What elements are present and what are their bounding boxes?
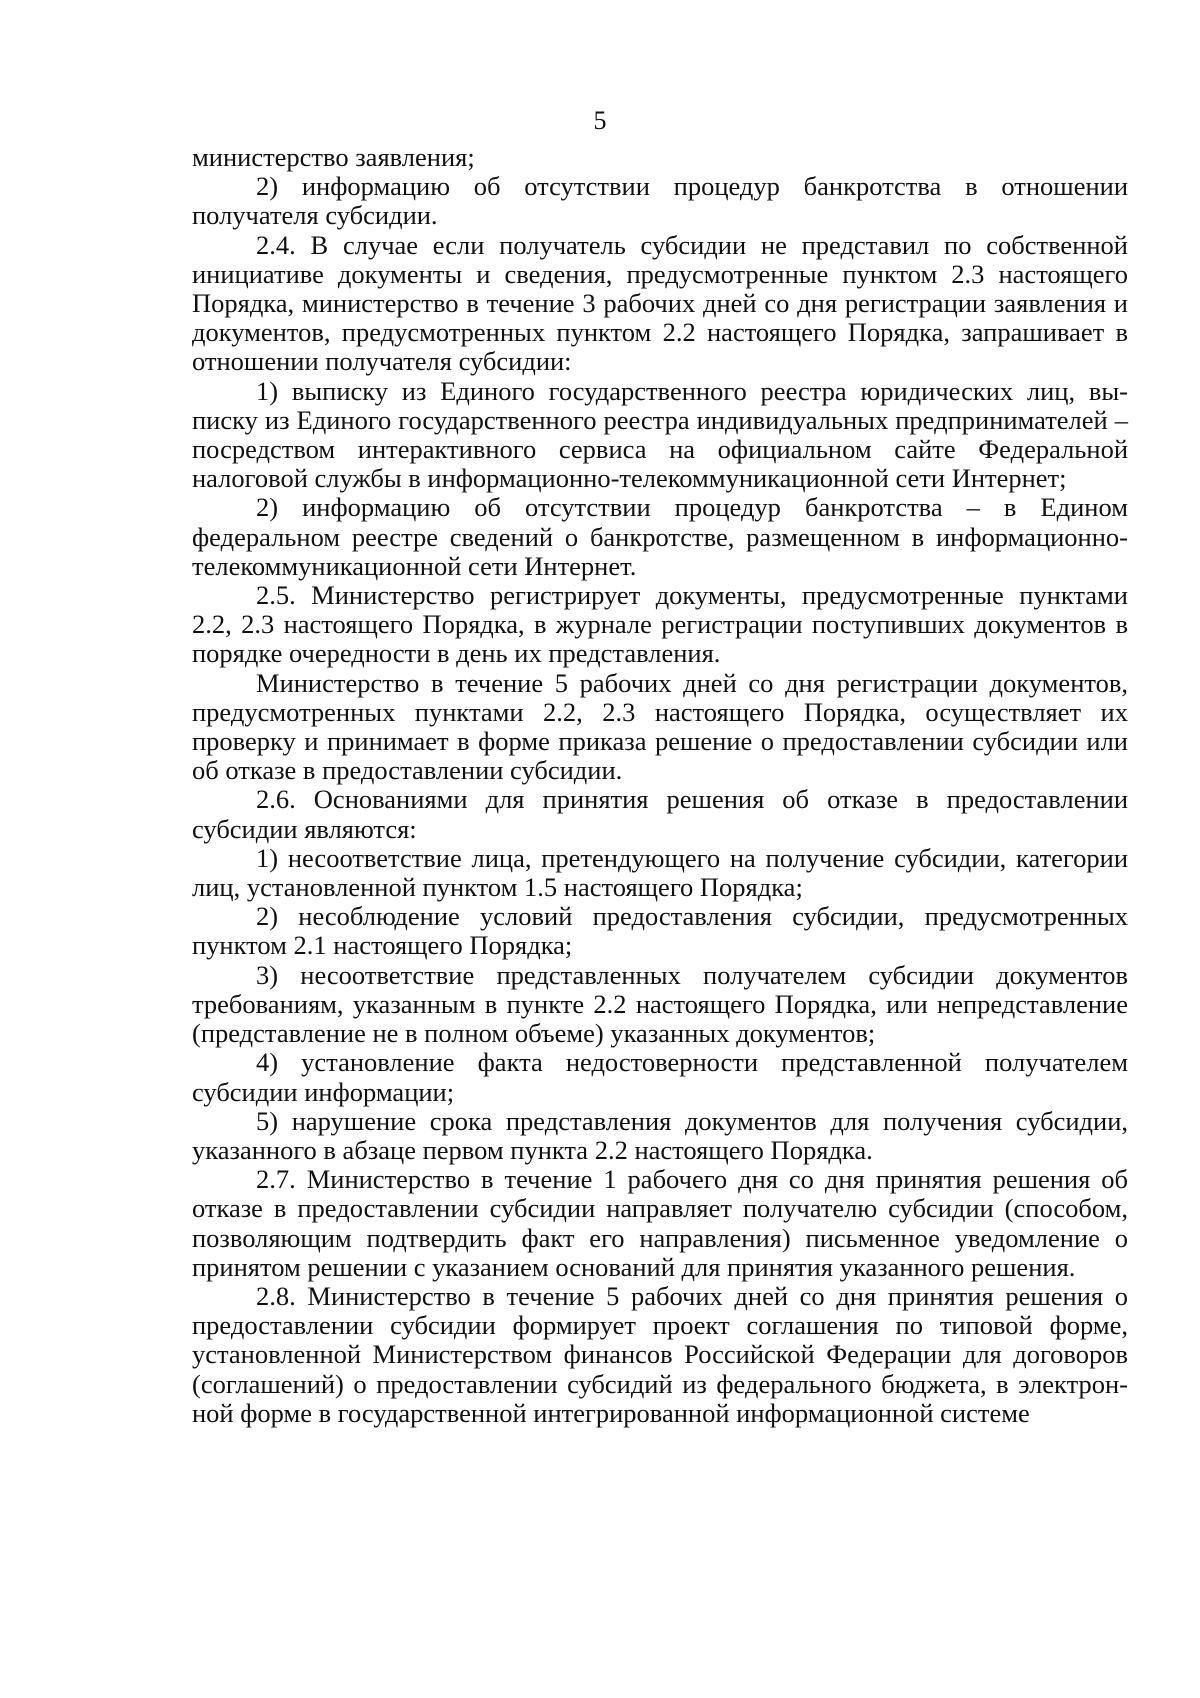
paragraph-2-4-item-1: 1) выписку из Единого государственного реестра юридических лиц, выписку из Единого государственного реестра индивидуальных предпринимателей – посредством интерактивного сервиса на официальном сайте Федеральной налоговой службы в информационно-телекоммуникационной сети Интернет; (192, 375, 1128, 494)
paragraph-2-6-item-3: 3) несоответствие представленных получателем субсидии документов требованиям, указанным в пункте 2.2 настоящего Порядка, или непредставление (представление не в полном объеме) указанных документов; (192, 959, 1128, 1049)
paragraph-2-5: 2.5. Министерство регистрирует документы, предусмотренные пунктами 2.2, 2.3 настоящего Порядка, в журнале регистрации поступивших документов в порядке очередности в день их представления. (192, 580, 1128, 669)
paragraph-2-6: 2.6. Основаниями для принятия решения об отказе в предоставлении субсидии являются: (192, 784, 1128, 844)
paragraph-2-7: 2.7. Министерство в течение 1 рабочего дня со дня принятия решения об отказе в предоставлении субсидии направляет получателю субсидии (способом, позволяющим подтвердить факт его направления) письменное уведомление о принятом решении с указанием оснований для принятия указанного решения. (192, 1164, 1128, 1282)
paragraph-2-4-item-2: 2) информацию об отсутствии процедур банкротства – в Едином федеральном реестре сведений о банкротстве, размещенном в информационно-телекоммуникационной сети Интернет. (192, 492, 1128, 581)
paragraph-2-6-item-5: 5) нарушение срока представления документов для получения субсидии, указанного в абзаце первом пункта 2.2 настоящего Порядка. (192, 1105, 1128, 1165)
paragraph-2-6-item-2: 2) несоблюдение условий предоставления субсидии, предусмотренных пунктом 2.1 настоящего Порядка; (192, 901, 1128, 961)
paragraph-2-3-item-2: 2) информацию об отсутствии процедур банкротства в отношении получателя субсидии. (192, 171, 1128, 231)
paragraph-2-8: 2.8. Министерство в течение 5 рабочих дней со дня принятия решения о предоставлении субсидии формирует проект соглашения по типовой форме, установленной Министерством финансов Российской Федерации для договоров (соглашений) о предоставлении субсидий из федерального бюджета, в электронной форме в государственной интегрированной информационной системе (192, 1280, 1128, 1428)
paragraph-2-5-second: Министерство в течение 5 рабочих дней со дня регистрации документов, предусмотренных пунктами 2.2, 2.3 настоящего Порядка, осуществляет их проверку и принимает в форме приказа решение о предоставлении субсидии или об отказе в предоставлении субсидии. (192, 667, 1128, 786)
paragraph-2-6-item-4: 4) установление факта недостоверности представленной получателем субсидии информации; (192, 1047, 1128, 1107)
document-body (192, 143, 1128, 1428)
page-number: 5 (593, 106, 607, 135)
paragraph-2-4: 2.4. В случае если получатель субсидии не представил по собственной инициативе документы и сведения, предусмотренные пунктом 2.3 настоящего Порядка, министерство в течение 3 рабочих дней со дня регистрации заявления и документов, предусмотренных пунктом 2.2 настоящего Порядка, запрашивает в отношении получателя субсидии: (192, 229, 1128, 377)
paragraph-continuation: министерство заявления; (192, 142, 475, 172)
paragraph-2-6-item-1: 1) несоответствие лица, претендующего на получение субсидии, категории лиц, установленной пунктом 1.5 настоящего Порядка; (192, 842, 1128, 903)
